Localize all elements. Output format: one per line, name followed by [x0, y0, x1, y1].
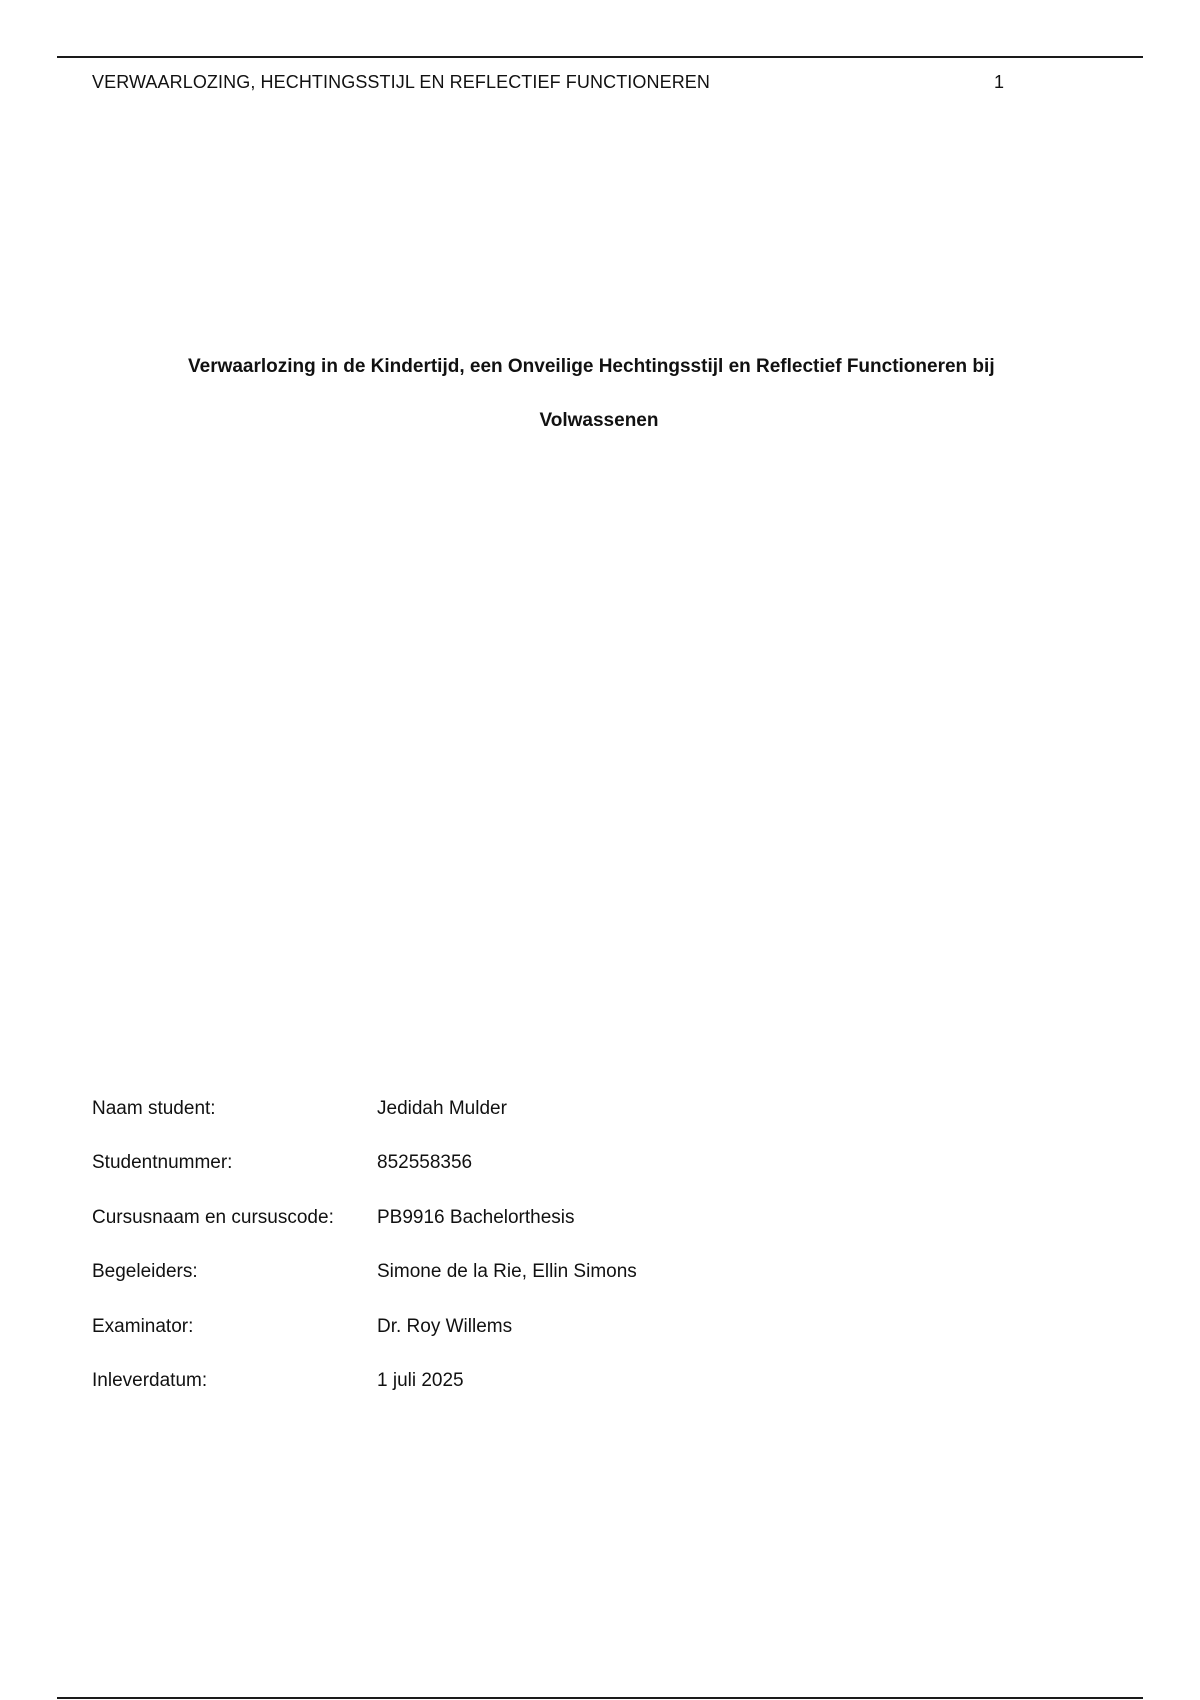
info-label: Examinator: — [92, 1315, 194, 1337]
document-title — [92, 340, 1108, 448]
info-row-examiner — [92, 1316, 637, 1370]
info-value: 852558356 — [377, 1152, 473, 1174]
title-line-1: Verwaarlozing in de Kindertijd, een Onveilige Hechtingsstijl en Reflectief Functioneren bij — [188, 356, 995, 377]
info-row-student-number — [92, 1152, 637, 1206]
page-number: 1 — [994, 72, 1005, 92]
header-rule — [57, 56, 1143, 58]
info-row-course — [92, 1207, 637, 1261]
info-value: Simone de la Rie, Ellin Simons — [377, 1261, 637, 1283]
info-label: Cursusnaam en cursuscode: — [92, 1206, 334, 1228]
title-line-2: Volwassenen — [539, 410, 659, 431]
info-value: Dr. Roy Willems — [377, 1315, 513, 1337]
running-head: VERWAARLOZING, HECHTINGSSTIJL EN REFLECTIEF FUNCTIONEREN — [92, 72, 710, 92]
info-row-supervisors — [92, 1261, 637, 1315]
info-label: Begeleiders: — [92, 1261, 198, 1283]
info-label: Inleverdatum: — [92, 1369, 208, 1391]
info-row-submission-date — [92, 1370, 637, 1424]
student-info-table — [92, 1098, 637, 1424]
footer-rule — [57, 1697, 1143, 1699]
info-label: Studentnummer: — [92, 1152, 233, 1174]
info-label: Naam student: — [92, 1098, 216, 1119]
info-value: 1 juli 2025 — [377, 1369, 464, 1391]
info-value: Jedidah Mulder — [377, 1098, 507, 1119]
info-row-student-name — [92, 1098, 637, 1152]
info-value: PB9916 Bachelorthesis — [377, 1206, 575, 1228]
